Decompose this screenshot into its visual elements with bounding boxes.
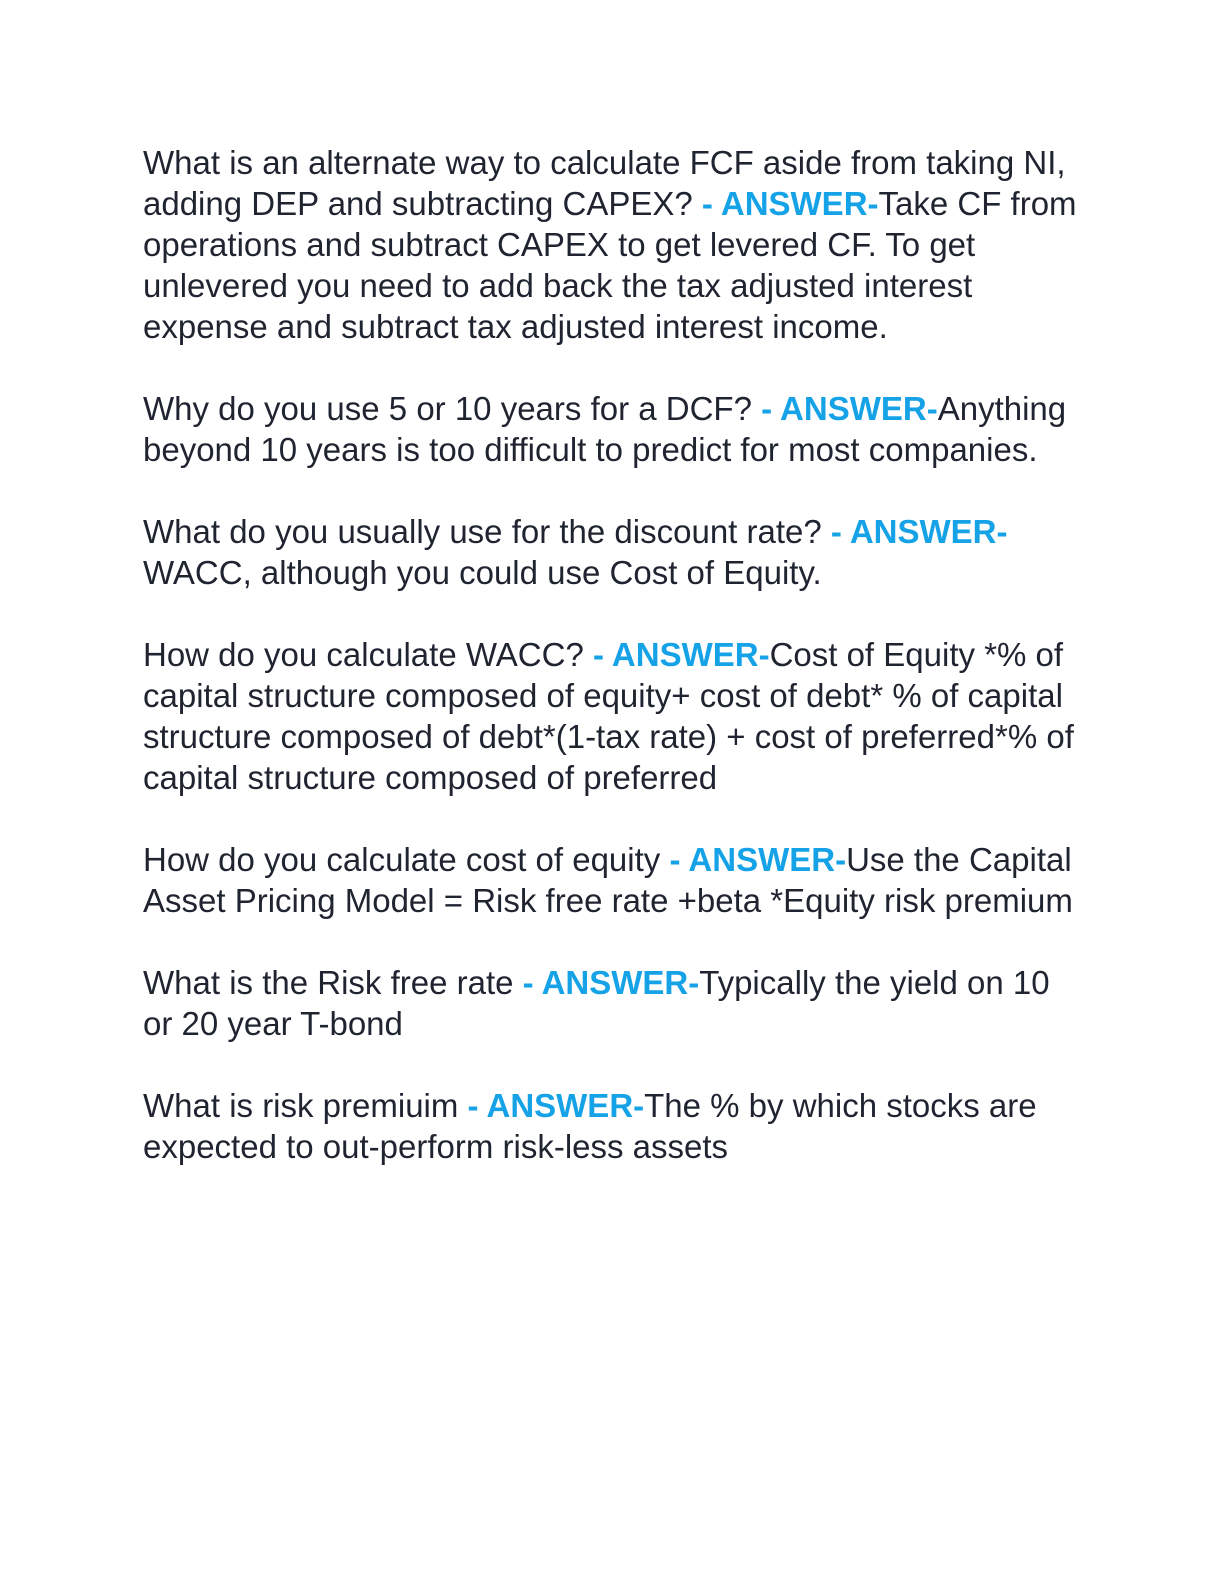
answer-text: Typically the yield on 10 or 20 year T-bond [143,964,1050,1042]
answer-text: WACC, although you could use Cost of Equity. [143,554,822,591]
answer-separator: - [583,636,612,673]
answer-label: ANSWER- [541,964,700,1001]
question-text: What is an alternate way to calculate FCF aside from taking NI, adding DEP and subtracting CAPEX? [143,144,1066,222]
answer-text: Use the Capital Asset Pricing Model = Risk free rate +beta *Equity risk premium [143,841,1073,919]
qa-item [143,839,1083,921]
answer-separator: - [692,185,721,222]
question-text: What is the Risk free rate [143,964,514,1001]
question-text: Why do you use 5 or 10 years for a DCF? [143,390,752,427]
answer-label: ANSWER- [611,636,770,673]
answer-text: The % by which stocks are expected to out-perform risk-less assets [143,1087,1037,1165]
qa-item [143,1085,1083,1167]
qa-item [143,634,1083,798]
answer-text: Anything beyond 10 years is too difficult to predict for most companies. [143,390,1067,468]
answer-label: ANSWER- [720,185,879,222]
qa-item [143,142,1083,347]
qa-item [143,962,1083,1044]
question-text: What do you usually use for the discount rate? [143,513,822,550]
qa-list [143,142,1083,1208]
question-text: How do you calculate WACC? [143,636,584,673]
answer-separator: - [513,964,542,1001]
answer-label: ANSWER- [780,390,938,427]
answer-label: ANSWER- [486,1087,645,1124]
answer-separator: - [751,390,781,427]
question-text: What is risk premiuim [143,1087,459,1124]
qa-item [143,511,1083,593]
answer-text: Take CF from operations and subtract CAPEX to get levered CF. To get unlevered you need to add back the tax adjusted interest expense and subtract tax adjusted interest income. [143,185,1077,345]
answer-text: Cost of Equity *% of capital structure composed of equity+ cost of debt* % of capital structure composed of debt*(1-tax rate) + cost of preferred*% of capital structure composed of preferred [143,636,1074,796]
answer-separator: - [821,513,850,550]
answer-separator: - [458,1087,487,1124]
answer-separator: - [660,841,689,878]
qa-item [143,388,1083,470]
answer-label: ANSWER- [849,513,1008,550]
question-text: How do you calculate cost of equity [143,841,661,878]
answer-label: ANSWER- [688,841,847,878]
